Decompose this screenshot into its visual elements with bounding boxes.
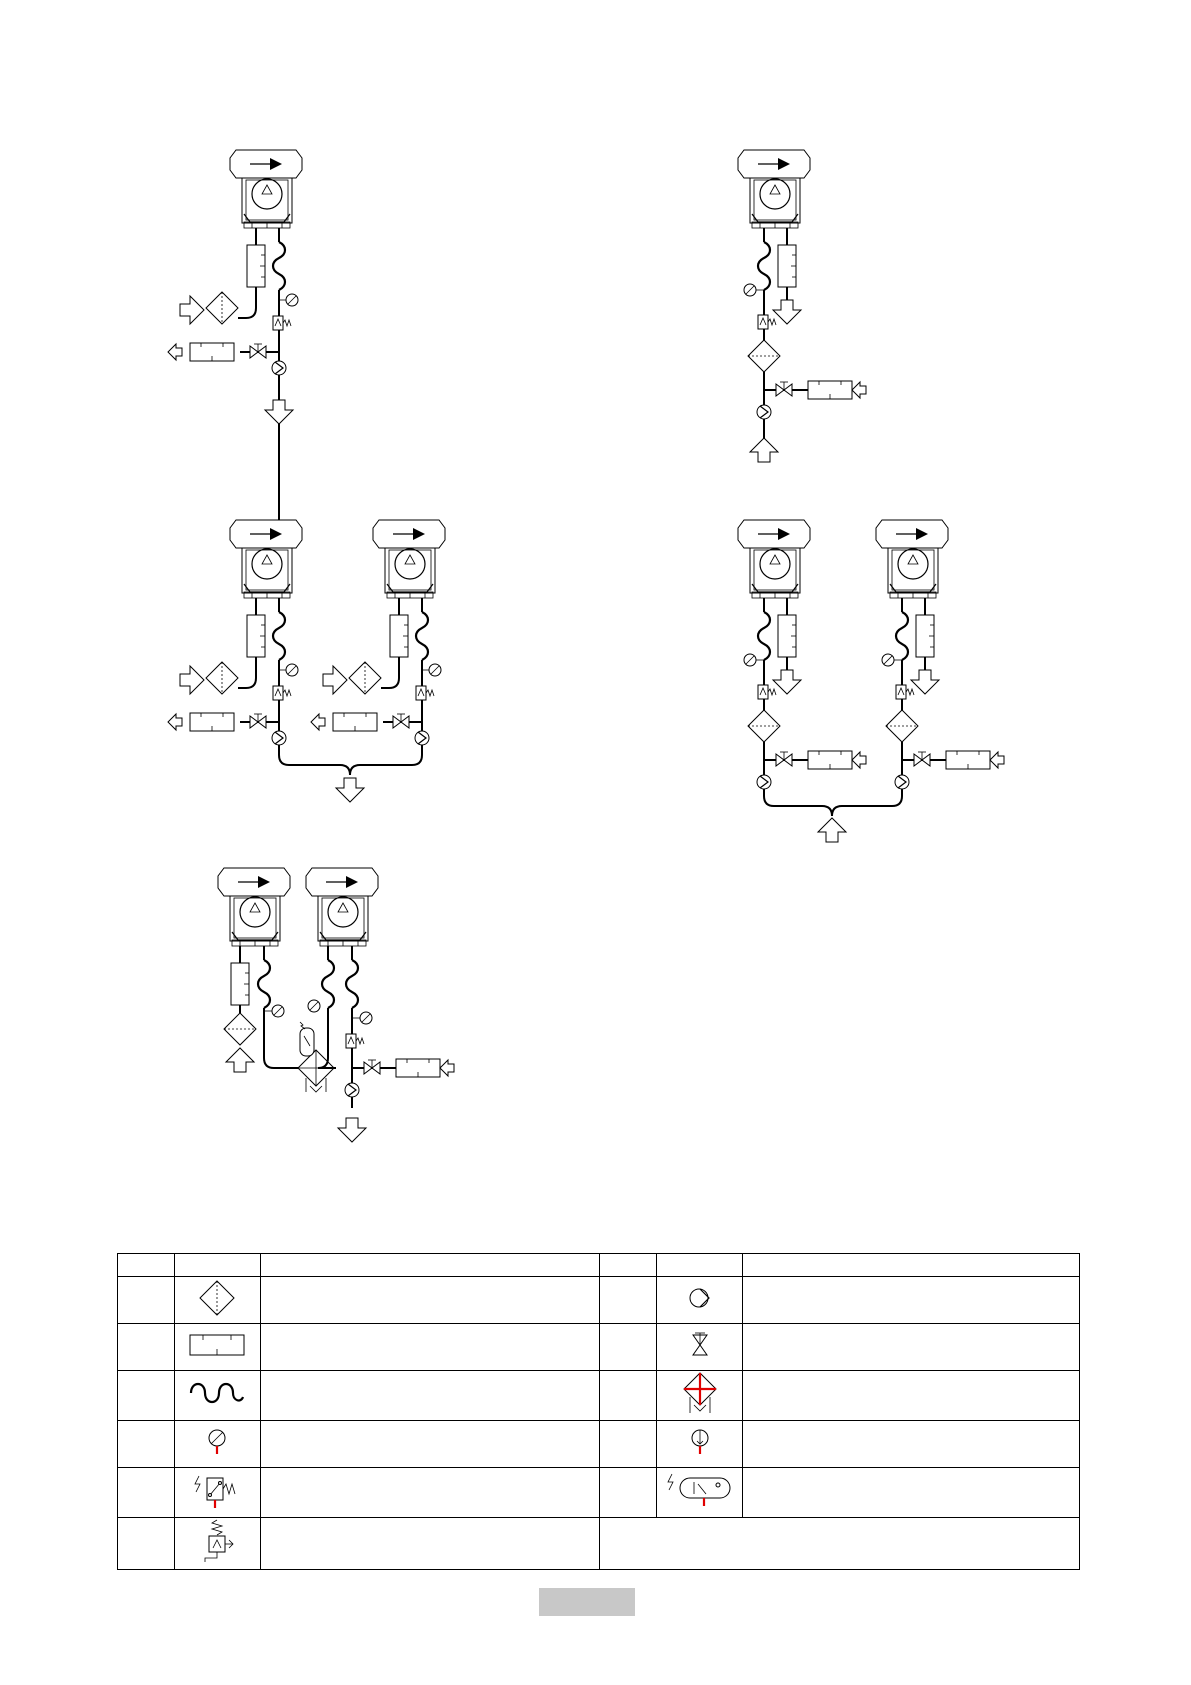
check-valve-icon <box>678 1278 722 1318</box>
heat-exchanger <box>946 751 990 769</box>
diagram-5 <box>218 868 454 1142</box>
heat-exchanger <box>333 713 377 731</box>
legend-description <box>260 1277 600 1324</box>
check-valve <box>345 1083 359 1097</box>
diagram-1 <box>168 150 302 530</box>
unit-a <box>168 520 302 745</box>
filter <box>748 710 780 742</box>
legend-header-row <box>118 1254 1080 1277</box>
legend-row <box>118 1518 1080 1570</box>
outlet-arrow <box>773 300 801 324</box>
legend-row <box>118 1468 1080 1518</box>
pressure-gauge <box>429 664 441 676</box>
compressor-unit <box>306 868 378 946</box>
shutoff-valve <box>250 344 266 358</box>
flexible-hose <box>258 960 270 1008</box>
legend-header <box>743 1254 1080 1277</box>
legend-number <box>600 1371 657 1421</box>
pressure-gauge <box>882 654 894 666</box>
flexible-hose <box>416 612 428 660</box>
legend-header <box>657 1254 743 1277</box>
legend-description <box>743 1421 1080 1468</box>
relief-valve <box>758 315 776 329</box>
filter <box>206 292 238 324</box>
compressor-unit <box>373 520 445 598</box>
inlet-arrow <box>852 382 866 398</box>
outlet-arrow <box>911 670 939 694</box>
check-valve <box>757 775 771 789</box>
filter <box>886 710 918 742</box>
flexible-hose <box>758 242 770 290</box>
legend-row <box>118 1277 1080 1324</box>
legend-description <box>260 1518 600 1570</box>
inlet-arrow <box>180 666 204 694</box>
shutoff-valve-icon <box>678 1325 722 1365</box>
heat-exchanger <box>778 245 796 287</box>
legend-number <box>118 1371 175 1421</box>
compressor-unit <box>738 150 810 228</box>
float-switch-icon <box>662 1468 738 1512</box>
shutoff-valve <box>393 714 409 728</box>
relief-valve <box>416 686 434 700</box>
heat-exchanger <box>247 615 265 657</box>
flexible-hose <box>273 242 285 290</box>
legend-row <box>118 1421 1080 1468</box>
compressor-unit <box>876 520 948 598</box>
water-separator-icon <box>678 1371 722 1415</box>
unit-a <box>738 520 866 789</box>
heat-exchanger <box>808 381 852 399</box>
heat-exchanger <box>190 713 234 731</box>
relief-valve <box>273 686 291 700</box>
legend-description <box>743 1468 1080 1518</box>
legend-number <box>118 1277 175 1324</box>
flexible-hose <box>346 960 358 1008</box>
pressure-gauge <box>286 664 298 676</box>
legend-number <box>600 1277 657 1324</box>
pressure-gauge <box>272 1005 284 1017</box>
compressor-unit <box>218 868 290 946</box>
legend-description <box>260 1371 600 1421</box>
pressure-gauge <box>286 294 298 306</box>
heat-exchanger <box>231 963 249 1005</box>
diagram-4 <box>738 520 1004 842</box>
inlet-arrow <box>818 818 846 842</box>
pressure-gauge-icon <box>195 1422 239 1462</box>
legend-number <box>118 1324 175 1371</box>
unit-b <box>300 868 454 1142</box>
compressor-unit <box>230 520 302 598</box>
filter-icon <box>195 1278 239 1318</box>
heat-exchanger <box>396 1059 440 1077</box>
check-valve <box>757 405 771 419</box>
inlet-arrow <box>180 296 204 324</box>
inlet-arrow <box>226 1048 254 1072</box>
relief-valve <box>896 685 914 699</box>
heat-exchanger <box>247 245 265 287</box>
compressor-unit <box>738 520 810 598</box>
relief-valve <box>346 1034 364 1048</box>
flexible-hose <box>273 612 285 660</box>
flexible-hose <box>758 612 770 660</box>
outlet-arrow <box>168 344 182 360</box>
outlet-arrow <box>338 1118 366 1142</box>
legend-empty-cell <box>600 1518 1080 1570</box>
page-number-badge <box>539 1588 635 1616</box>
check-valve <box>415 731 429 745</box>
relief-valve <box>758 685 776 699</box>
pressure-gauge <box>744 654 756 666</box>
outlet-arrow <box>440 1060 454 1076</box>
legend-description <box>260 1421 600 1468</box>
check-valve <box>272 361 286 375</box>
outlet-arrow <box>265 400 293 424</box>
legend-number <box>600 1421 657 1468</box>
legend-header <box>118 1254 175 1277</box>
legend-description <box>743 1277 1080 1324</box>
legend-table <box>117 1253 1080 1570</box>
heat-exchanger <box>390 615 408 657</box>
legend-header <box>174 1254 260 1277</box>
diagram-3 <box>168 520 445 802</box>
legend-header <box>600 1254 657 1277</box>
compressor-unit <box>230 150 302 228</box>
diagram-2 <box>738 150 866 462</box>
legend-number <box>118 1421 175 1468</box>
outlet-arrow <box>336 778 364 802</box>
inlet-arrow <box>990 752 1004 768</box>
flexible-hose-icon <box>187 1373 247 1413</box>
inlet-arrow <box>750 438 778 462</box>
float-switch <box>300 1022 314 1056</box>
filter <box>206 662 238 694</box>
unit-b <box>311 520 445 745</box>
filter <box>349 662 381 694</box>
outlet-arrow <box>773 670 801 694</box>
heat-exchanger-icon <box>187 1325 247 1365</box>
pressure-switch-icon <box>187 1468 247 1512</box>
legend-description <box>260 1324 600 1371</box>
vacuum-gauge-icon <box>678 1422 722 1462</box>
shutoff-valve <box>250 714 266 728</box>
legend-description <box>260 1468 600 1518</box>
legend-number <box>118 1468 175 1518</box>
inlet-arrow <box>852 752 866 768</box>
shutoff-valve <box>914 752 930 766</box>
filter <box>224 1013 256 1045</box>
legend-number <box>600 1468 657 1518</box>
heat-exchanger <box>916 615 934 657</box>
shutoff-valve <box>364 1060 380 1074</box>
heat-exchanger <box>778 615 796 657</box>
legend-row <box>118 1371 1080 1421</box>
check-valve <box>272 731 286 745</box>
vacuum-gauge <box>308 1000 320 1012</box>
heat-exchanger <box>190 343 234 361</box>
flexible-hose <box>322 960 334 1008</box>
legend-number <box>118 1518 175 1570</box>
heat-exchanger <box>808 751 852 769</box>
legend-row <box>118 1324 1080 1371</box>
filter <box>748 340 780 372</box>
shutoff-valve <box>776 382 792 396</box>
pressure-gauge <box>744 284 756 296</box>
legend-number <box>600 1324 657 1371</box>
outlet-arrow <box>168 714 182 730</box>
pressure-relief-valve-icon <box>187 1518 247 1564</box>
inlet-arrow <box>323 666 347 694</box>
outlet-arrow <box>311 714 325 730</box>
legend-description <box>743 1324 1080 1371</box>
unit-b <box>876 520 1004 789</box>
legend-header <box>260 1254 600 1277</box>
shutoff-valve <box>776 752 792 766</box>
legend-description <box>743 1371 1080 1421</box>
pressure-gauge <box>360 1012 372 1024</box>
check-valve <box>895 775 909 789</box>
unit-a <box>218 868 300 1072</box>
flexible-hose <box>896 612 908 660</box>
relief-valve <box>273 316 291 330</box>
